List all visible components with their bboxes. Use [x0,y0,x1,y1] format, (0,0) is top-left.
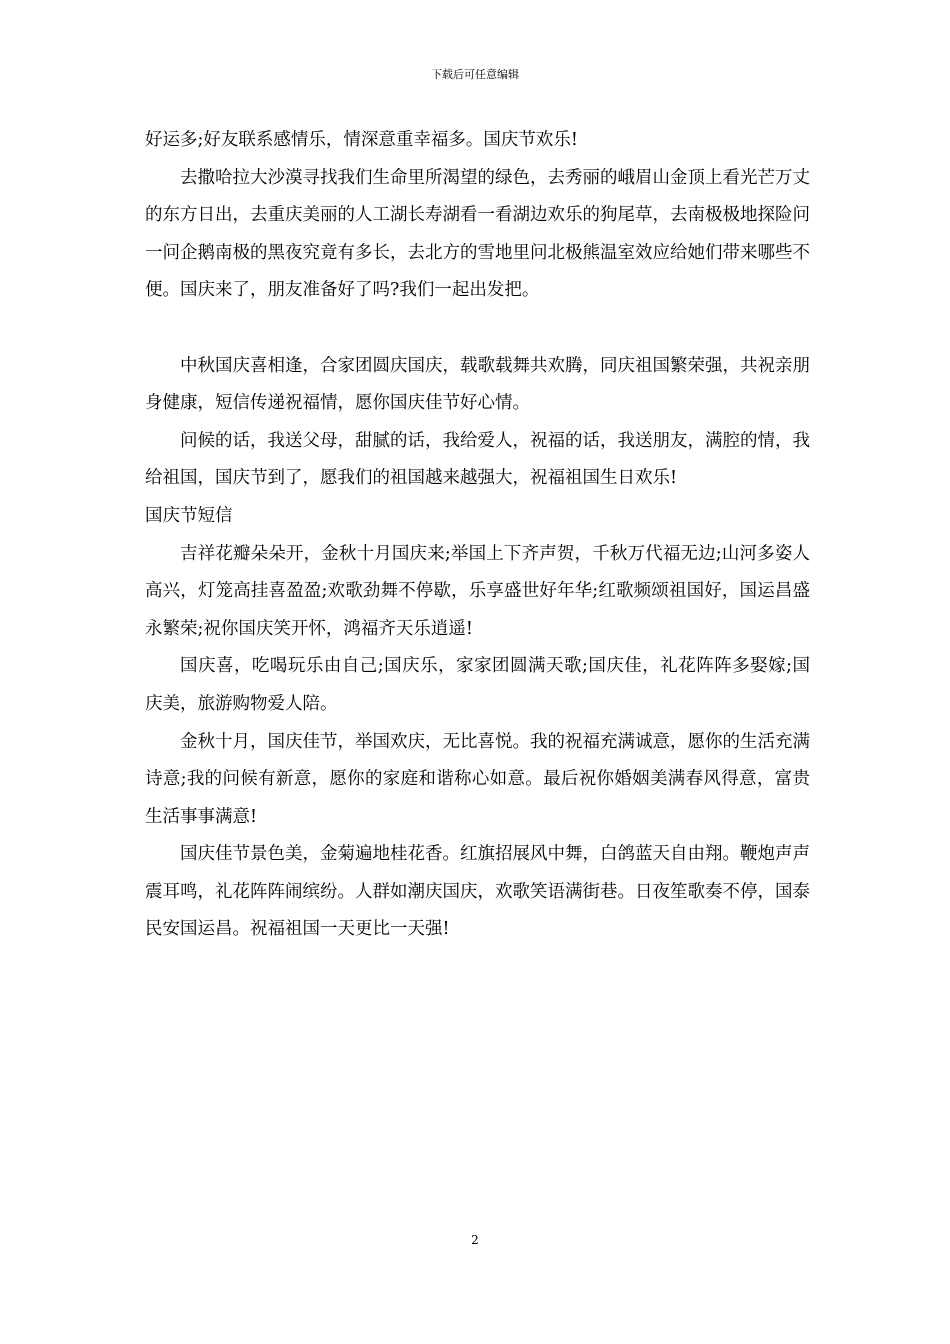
section-heading: 国庆节短信 [145,505,233,526]
paragraph: 好运多;好友联系感情乐，情深意重幸福多。国庆节欢乐! [145,130,578,150]
page-number: 2 [471,1233,479,1247]
paragraph: 问候的话，我送父母，甜腻的话，我给爱人，祝福的话，我送朋友，满腔的情，我给祖国，国庆节到了，愿我们的祖国越来越强大，祝福祖国生日欢乐! [145,430,810,489]
paragraph: 去撒哈拉大沙漠寻找我们生命里所渴望的绿色，去秀丽的峨眉山金顶上看光芒万丈的东方日出，去重庆美丽的人工湖长寿湖看一看湖边欢乐的狗尾草，去南极极地探险问一问企鹅南极的黑夜究竟有多长，去北方的雪地里问北极熊温室效应给她们带来哪些不便。国庆来了，朋友准备好了吗?我们一起出发把。 [145,167,810,301]
paragraph: 国庆喜，吃喝玩乐由自己;国庆乐，家家团圆满天歌;国庆佳，礼花阵阵多娶嫁;国庆美，旅游购物爱人陪。 [145,656,810,714]
paragraph: 金秋十月，国庆佳节，举国欢庆，无比喜悦。我的祝福充满诚意，愿你的生活充满诗意;我的问候有新意，愿你的家庭和谐称心如意。最后祝你婚姻美满春风得意，富贵生活事事满意! [145,731,810,827]
paragraph: 中秋国庆喜相逢，合家团圆庆国庆，载歌载舞共欢腾，同庆祖国繁荣强，共祝亲朋身健康，短信传递祝福情，愿你国庆佳节好心情。 [145,355,810,414]
paragraph: 国庆佳节景色美，金菊遍地桂花香。红旗招展风中舞，白鸽蓝天自由翔。鞭炮声声震耳鸣，礼花阵阵闹缤纷。人群如潮庆国庆，欢歌笑语满街巷。日夜笙歌奏不停，国泰民安国运昌。祝福祖国一天更比一天强! [145,844,810,940]
paragraph: 吉祥花瓣朵朵开，金秋十月国庆来;举国上下齐声贺，千秋万代福无边;山河多姿人高兴，灯笼高挂喜盈盈;欢歌劲舞不停歇，乐享盛世好年华;红歌频颂祖国好，国运昌盛永繁荣;祝你国庆笑开怀，鸿福齐天乐逍遥! [145,543,810,639]
document-body [145,122,810,949]
page-header: 下载后可任意编辑 [431,68,519,81]
